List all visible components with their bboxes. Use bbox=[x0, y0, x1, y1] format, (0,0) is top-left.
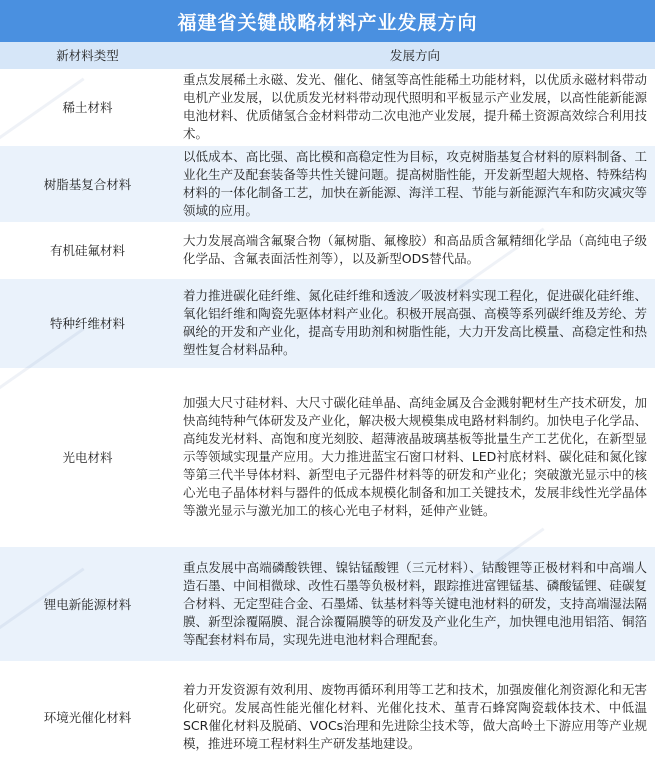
row-direction: 着力推进碳化硅纤维、氮化硅纤维和透波／吸波材料实现工程化，促进碳化硅纤维、氧化铝纤维和陶瓷先驱体材料产业化。积极开展高强、高模等系列碳纤维及芳纶、芳砜纶的开发和产业化，提高专用助剂和树脂性能，大力开发高比模量、高稳定性和热塑性复合材料品种。 bbox=[175, 278, 655, 368]
row-category: 锂电新能源材料 bbox=[0, 546, 175, 661]
header-material-type: 新材料类型 bbox=[0, 42, 175, 69]
table-header-row bbox=[0, 42, 655, 69]
row-direction: 重点发展中高端磷酸铁锂、镍钴锰酸锂（三元材料）、钴酸锂等正极材料和中高端人造石墨、中间相微球、改性石墨等负极材料，跟踪推进富锂锰基、磷酸锰锂、硅碳复合材料、无定型硅合金、石墨烯、钛基材料等关键电池材料的研发，支持高端湿法隔膜、新型涂覆隔膜、混合涂覆隔膜等的研发及产业化生产，加快锂电池用铝箔、铜箔等配套材料布局，实现先进电池材料合理配套。 bbox=[175, 546, 655, 661]
row-direction: 大力发展高端含氟聚合物（氟树脂、氟橡胶）和高品质含氟精细化学品（高纯电子级化学品、含氟表面活性剂等），以及新型ODS替代品。 bbox=[175, 222, 655, 278]
row-category: 环境光催化材料 bbox=[0, 661, 175, 773]
row-category: 光电材料 bbox=[0, 368, 175, 546]
page-title: 福建省关键战略材料产业发展方向 bbox=[0, 0, 655, 42]
row-category: 树脂基复合材料 bbox=[0, 145, 175, 222]
row-direction: 着力开发资源有效利用、废物再循环利用等工艺和技术，加强废催化剂资源化和无害化研究。发展高性能光催化材料、光催化技术、堇青石蜂窝陶瓷载体技术、中低温SCR催化材料及脱硝、VOCs治理和先进除尘技术等，做大高岭土下游应用等产业规模，推进环境工程材料生产研发基地建设。 bbox=[175, 661, 655, 773]
materials-table bbox=[0, 42, 655, 774]
table-row bbox=[0, 368, 655, 546]
table-row bbox=[0, 661, 655, 773]
table-row bbox=[0, 278, 655, 368]
row-category: 稀土材料 bbox=[0, 69, 175, 145]
row-direction: 加强大尺寸硅材料、大尺寸碳化硅单晶、高纯金属及合金溅射靶材生产技术研发，加快高纯特种气体研发及产业化，解决极大规模集成电路材料制约。加快电子化学品、高纯发光材料、高饱和度光刻胶、超薄液晶玻璃基板等批量生产工艺优化，在新型显示等领域实现量产应用。大力推进蓝宝石窗口材料、LED衬底材料、碳化硅和氮化镓等第三代半导体材料、新型电子元器件材料等的研发和产业化；突破激光显示中的核心光电子晶体材料与器件的低成本规模化制备和加工关键技术，发展非线性光学晶体等激光显示与激光加工的核心光电子材料，延伸产业链。 bbox=[175, 368, 655, 546]
row-category: 特种纤维材料 bbox=[0, 278, 175, 368]
row-direction: 重点发展稀土永磁、发光、催化、储氢等高性能稀土功能材料，以优质永磁材料带动电机产业发展，以优质发光材料带动现代照明和平板显示产业发展，以高性能新能源电池材料、优质储氢合金材料带动二次电池产业发展，提升稀土资源高效综合利用技术。 bbox=[175, 69, 655, 145]
row-category: 有机硅氟材料 bbox=[0, 222, 175, 278]
table-row bbox=[0, 145, 655, 222]
header-direction: 发展方向 bbox=[175, 42, 655, 69]
table-row bbox=[0, 222, 655, 278]
row-direction: 以低成本、高比强、高比模和高稳定性为目标，攻克树脂基复合材料的原料制备、工业化生产及配套装备等共性关键问题。提高树脂性能，开发新型超大规格、特殊结构材料的一体化制备工艺，加快在新能源、海洋工程、节能与新能源汽车和防灾减灾等领域的应用。 bbox=[175, 145, 655, 222]
table-row bbox=[0, 69, 655, 145]
table-row bbox=[0, 546, 655, 661]
